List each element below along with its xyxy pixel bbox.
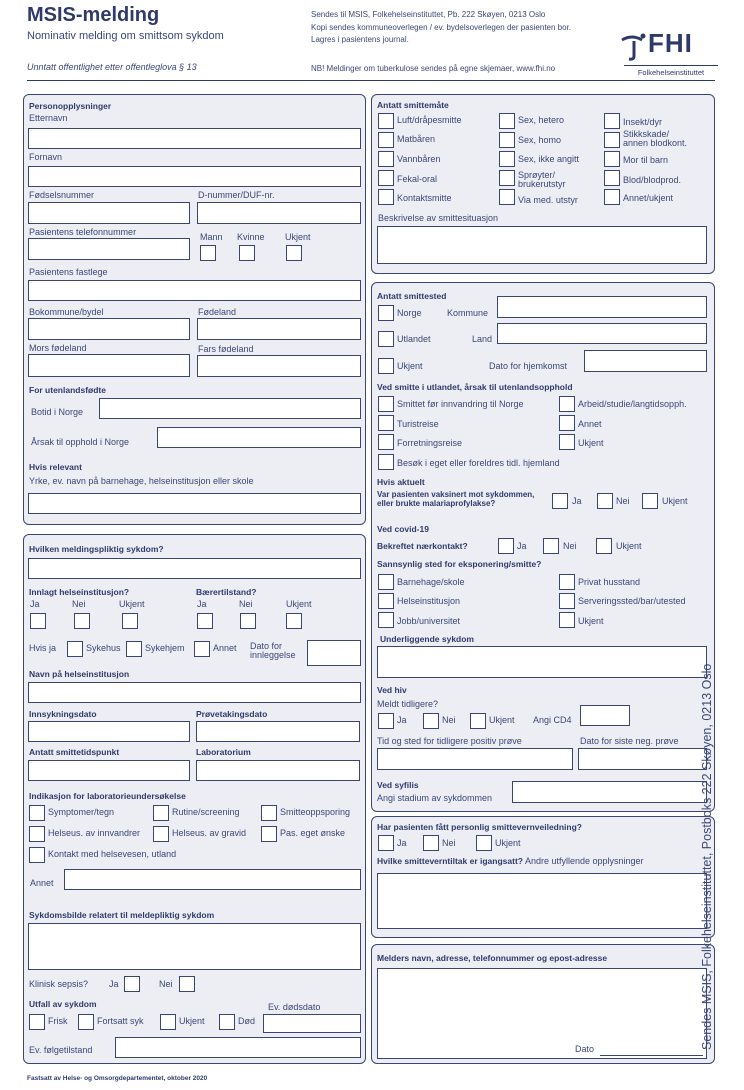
servering-checkbox[interactable] xyxy=(559,593,575,609)
sykdomsbilde-input[interactable] xyxy=(28,923,361,970)
sykehus-checkbox[interactable] xyxy=(67,641,83,657)
land-input[interactable] xyxy=(497,323,707,344)
innlagt-ja-label: Ja xyxy=(30,599,40,609)
innvandring-label: Smittet før innvandring til Norge xyxy=(397,399,524,409)
innsykning-label: Innsykningsdato xyxy=(29,709,97,719)
bokommune-label: Bokommune/bydel xyxy=(29,307,104,317)
via-med-checkbox[interactable] xyxy=(499,189,515,205)
beskrivelse-input[interactable] xyxy=(377,226,707,264)
insekt-checkbox[interactable] xyxy=(604,113,620,129)
yrke-label: Yrke, ev. navn på barnehage, helseinstitusjon eller skole xyxy=(29,476,254,486)
sidebar-address: Sendes MSIS, Folkehelseinstituttet, Postboks 222 Skøyen, 0213 Oslo xyxy=(700,663,714,1050)
sannsynlig-title: Sannsynlig sted for eksponering/smitte? xyxy=(377,559,542,569)
naerkontakt-label: Bekreftet nærkontakt? xyxy=(377,541,468,551)
symptomer-checkbox[interactable] xyxy=(29,805,45,821)
innlagt-title: Innlagt helseinstitusjon? xyxy=(29,587,130,597)
siste-neg-input[interactable] xyxy=(578,748,707,770)
matbaren-checkbox[interactable] xyxy=(378,132,394,148)
meldt-ja-label: Ja xyxy=(397,715,407,725)
blod-label: Blod/blodprod. xyxy=(623,175,682,185)
patient-panel xyxy=(23,94,366,525)
vaksinert-ukjent-label: Ukjent xyxy=(662,496,688,506)
forretning-checkbox[interactable] xyxy=(378,434,394,450)
naerkontakt-nei-label: Nei xyxy=(563,541,577,551)
annet-indikasjon-label: Annet xyxy=(30,878,54,888)
sender-title: Melders navn, adresse, telefonnummer og epost-adresse xyxy=(377,953,608,963)
sted-ukjent-label: Ukjent xyxy=(578,616,604,626)
norge-label: Norge xyxy=(397,308,422,318)
baerer-title: Bærertilstand? xyxy=(196,587,257,597)
insekt-label: Insekt/dyr xyxy=(623,117,663,127)
beskrivelse-label: Beskrivelse av smittesituasjon xyxy=(378,213,499,223)
naerkontakt-nei-checkbox[interactable] xyxy=(543,538,559,554)
form-title: MSIS-melding xyxy=(27,4,160,26)
helseinst-checkbox[interactable] xyxy=(378,593,394,609)
ukjent-gender-label: Ukjent xyxy=(285,232,311,242)
fodselsnummer-label: Fødselsnummer xyxy=(29,190,95,200)
fars-fodeland-label: Fars fødeland xyxy=(198,344,254,354)
kontakt-utland-label: Kontakt med helsevesen, utland xyxy=(48,849,177,859)
innlagt-nei-checkbox[interactable] xyxy=(74,613,90,629)
place-section-title: Antatt smittested xyxy=(377,291,447,301)
fhi-logo: FHI Folkehelseinstituttet xyxy=(618,26,718,78)
veiledning-ja-checkbox[interactable] xyxy=(378,835,394,851)
arsak-ukjent-checkbox[interactable] xyxy=(559,434,575,450)
vannbaren-checkbox[interactable] xyxy=(378,151,394,167)
route-section-title: Antatt smittemåte xyxy=(377,100,449,110)
footer-note: Fastsatt av Helse- og Omsorgdepartementet, oktober 2020 xyxy=(27,1075,208,1082)
utlandet-checkbox[interactable] xyxy=(378,331,394,347)
utfall-title: Utfall av sykdom xyxy=(29,999,97,1009)
tiltak-input[interactable] xyxy=(377,873,707,929)
fodeland-label: Fødeland xyxy=(198,307,237,317)
innlagt-ukjent-label: Ukjent xyxy=(119,599,145,609)
innvandring-checkbox[interactable] xyxy=(378,396,394,412)
blod-checkbox[interactable] xyxy=(604,170,620,186)
underliggende-label: Underliggende sykdom xyxy=(380,634,474,644)
fars-fodeland-input[interactable] xyxy=(197,355,361,377)
fhi-logo-icon xyxy=(620,32,648,62)
veiledning-ukjent-label: Ukjent xyxy=(495,838,521,848)
stikkskade-checkbox[interactable] xyxy=(604,132,620,148)
helseinst-label: Helseinstitusjon xyxy=(397,596,461,606)
syfilis-title: Ved syfilis xyxy=(377,780,419,790)
vannbaren-label: Vannbåren xyxy=(397,154,441,164)
guidance-panel xyxy=(371,816,715,938)
privat-label: Privat husstand xyxy=(578,577,641,587)
telefon-input[interactable] xyxy=(28,238,190,260)
annet-ukjent-checkbox[interactable] xyxy=(604,189,620,205)
sepsis-ja-checkbox[interactable] xyxy=(124,976,140,992)
meldt-ukjent-checkbox[interactable] xyxy=(470,713,486,729)
innsykning-input[interactable] xyxy=(28,721,190,742)
turistreise-label: Turistreise xyxy=(397,419,439,429)
covid-title: Ved covid-19 xyxy=(377,524,429,534)
sproyter-label: Sprøyter/ brukerutstyr xyxy=(518,170,566,189)
innlagt-ukjent-checkbox[interactable] xyxy=(122,613,138,629)
innlagt-ja-checkbox[interactable] xyxy=(30,613,46,629)
frisk-checkbox[interactable] xyxy=(29,1014,45,1030)
etternavn-label: Etternavn xyxy=(29,113,68,123)
mors-fodeland-input[interactable] xyxy=(28,354,190,377)
dnummer-input[interactable] xyxy=(197,202,361,224)
sepsis-nei-checkbox[interactable] xyxy=(179,976,195,992)
fekal-label: Fekal-oral xyxy=(397,174,438,184)
fornavn-label: Fornavn xyxy=(29,152,63,162)
dod-label: Død xyxy=(238,1016,256,1026)
yrke-input[interactable] xyxy=(28,493,361,514)
indikasjon-title: Indikasjon for laboratorieundersøkelse xyxy=(29,791,186,801)
meldt-tidligere-label: Meldt tidligere? xyxy=(377,699,439,709)
arsak-utland-title: Ved smitte i utlandet, årsak til utenlandsopphold xyxy=(377,382,573,392)
baerer-ukjent-label: Ukjent xyxy=(286,599,312,609)
sykehjem-label: Sykehjem xyxy=(145,643,185,653)
sex-homo-label: Sex, homo xyxy=(518,135,562,145)
land-label: Land xyxy=(472,334,493,344)
matbaren-label: Matbåren xyxy=(397,134,436,144)
hvis-relevant-title: Hvis relevant xyxy=(29,462,82,472)
arsak-input[interactable] xyxy=(157,427,361,448)
antatt-tidspunkt-label: Antatt smittetidspunkt xyxy=(29,747,120,757)
via-med-label: Via med. utstyr xyxy=(518,195,578,205)
disease-input[interactable] xyxy=(28,558,361,579)
meldt-nei-label: Nei xyxy=(442,715,456,725)
sex-ikke-angitt-label: Sex, ikke angitt xyxy=(518,154,580,164)
helseus-gravid-checkbox[interactable] xyxy=(153,826,169,842)
sepsis-ja-label: Ja xyxy=(109,979,119,989)
sex-hetero-label: Sex, hetero xyxy=(518,115,565,125)
luft-label: Luft/dråpesmitte xyxy=(397,115,462,125)
baerer-ja-checkbox[interactable] xyxy=(197,613,213,629)
rutine-checkbox[interactable] xyxy=(153,805,169,821)
sender-panel xyxy=(371,944,715,1064)
sex-homo-checkbox[interactable] xyxy=(499,132,515,148)
send-instructions: Sendes til MSIS, Folkehelseinstituttet, Pb. 222 Skøyen, 0213 Oslo Kopi sendes kommuneoverlegen / ev. bydelsoverlegen der pasienten bor. Lagres i pasientens journal. xyxy=(311,10,572,44)
provetaking-input[interactable] xyxy=(196,721,360,742)
fastlege-label: Pasientens fastlege xyxy=(29,267,108,277)
bokommune-input[interactable] xyxy=(28,318,190,340)
arsak-ukjent-label: Ukjent xyxy=(578,438,604,448)
dodsdato-label: Ev. dødsdato xyxy=(268,1002,321,1012)
jobb-label: Jobb/universitet xyxy=(397,616,461,626)
pas-onske-label: Pas. eget ønske xyxy=(280,828,346,838)
veiledning-ja-label: Ja xyxy=(397,838,407,848)
mors-fodeland-label: Mors fødeland xyxy=(29,343,87,353)
exempt-note: Unntatt offentlighet etter offentleglova § 13 xyxy=(27,62,197,72)
kvinne-checkbox[interactable] xyxy=(239,245,255,261)
fortsatt-syk-checkbox[interactable] xyxy=(78,1014,94,1030)
cd4-label: Angi CD4 xyxy=(533,715,572,725)
fodselsnummer-input[interactable] xyxy=(28,202,190,224)
positiv-label: Tid og sted for tidligere positiv prøve xyxy=(377,736,522,746)
naerkontakt-ukjent-label: Ukjent xyxy=(616,541,642,551)
naerkontakt-ja-label: Ja xyxy=(517,541,527,551)
annet-inst-label: Annet xyxy=(213,643,237,653)
folgetilstand-input[interactable] xyxy=(115,1037,361,1058)
disease-panel xyxy=(23,534,366,1064)
symptomer-label: Symptomer/tegn xyxy=(48,807,115,817)
sproyter-checkbox[interactable] xyxy=(499,170,515,186)
annet-inst-checkbox[interactable] xyxy=(194,641,210,657)
kontakt-utland-checkbox[interactable] xyxy=(29,847,45,863)
veiledning-nei-checkbox[interactable] xyxy=(423,835,439,851)
forretning-label: Forretningsreise xyxy=(397,438,463,448)
hvis-aktuelt-title: Hvis aktuelt xyxy=(377,477,425,487)
hjemkomst-label: Dato for hjemkomst xyxy=(489,361,568,371)
utfall-ukjent-label: Ukjent xyxy=(179,1016,205,1026)
vaksinert-ukjent-checkbox[interactable] xyxy=(642,493,658,509)
mor-barn-checkbox[interactable] xyxy=(604,151,620,167)
mann-checkbox[interactable] xyxy=(200,245,216,261)
pas-onske-checkbox[interactable] xyxy=(261,826,277,842)
place-ukjent-label: Ukjent xyxy=(397,361,423,371)
patient-section-title: Personopplysninger xyxy=(29,101,112,111)
form-subtitle: Nominativ melding om smittsom sykdom xyxy=(27,30,224,42)
veiledning-nei-label: Nei xyxy=(442,838,456,848)
klinisk-sepsis-label: Klinisk sepsis? xyxy=(29,979,89,989)
helseus-innvandrer-label: Helseus. av innvandrer xyxy=(48,828,141,838)
mor-barn-label: Mor til barn xyxy=(623,155,669,165)
kvinne-label: Kvinne xyxy=(237,232,265,242)
hvis-ja-label: Hvis ja xyxy=(29,643,57,653)
cd4-input[interactable] xyxy=(580,705,630,726)
place-annet-checkbox[interactable] xyxy=(559,415,575,431)
baerer-ukjent-checkbox[interactable] xyxy=(286,613,302,629)
sykdomsbilde-label: Sykdomsbilde relatert til meldepliktig sykdom xyxy=(29,910,215,920)
sted-ukjent-checkbox[interactable] xyxy=(559,612,575,628)
etternavn-input[interactable] xyxy=(28,128,361,149)
place-annet-label: Annet xyxy=(578,419,602,429)
laboratorium-input[interactable] xyxy=(196,760,360,781)
vaksinert-nei-checkbox[interactable] xyxy=(597,493,613,509)
kontakt-checkbox[interactable] xyxy=(378,189,394,205)
dod-checkbox[interactable] xyxy=(219,1014,235,1030)
fastlege-input[interactable] xyxy=(28,280,361,301)
vaksinert-nei-label: Nei xyxy=(616,496,630,506)
utlandet-label: Utlandet xyxy=(397,334,431,344)
botid-input[interactable] xyxy=(99,398,361,419)
vaksinert-ja-label: Ja xyxy=(572,496,582,506)
annet-indikasjon-input[interactable] xyxy=(64,869,361,890)
dodsdato-input[interactable] xyxy=(263,1014,361,1033)
navn-inst-input[interactable] xyxy=(28,682,361,703)
arbeid-checkbox[interactable] xyxy=(559,396,575,412)
ukjent-gender-checkbox[interactable] xyxy=(286,245,302,261)
hjemkomst-input[interactable] xyxy=(584,350,707,372)
stikkskade-label: Stikkskade/ annen blodkont. xyxy=(623,129,688,148)
luft-checkbox[interactable] xyxy=(378,113,394,129)
arsak-label: Årsak til opphold i Norge xyxy=(31,437,130,447)
kontakt-label: Kontaktsmitte xyxy=(397,193,452,203)
annet-ukjent-label: Annet/ukjent xyxy=(623,193,674,203)
veiledning-ukjent-checkbox[interactable] xyxy=(476,835,492,851)
tuberculosis-note: NB! Meldinger om tuberkulose sendes på egne skjemaer, www.fhi.no xyxy=(311,64,556,73)
telefon-label: Pasientens telefonnummer xyxy=(29,227,137,237)
positiv-input[interactable] xyxy=(377,748,573,770)
privat-checkbox[interactable] xyxy=(559,574,575,590)
barnehage-checkbox[interactable] xyxy=(378,574,394,590)
sender-input[interactable] xyxy=(377,968,707,1059)
sykehjem-checkbox[interactable] xyxy=(126,641,142,657)
tiltak-label: Hvilke smitteverntiltak er igangsatt? Andre utfyllende opplysninger xyxy=(377,856,644,866)
sex-ikke-angitt-checkbox[interactable] xyxy=(499,151,515,167)
sex-hetero-checkbox[interactable] xyxy=(499,113,515,129)
frisk-label: Frisk xyxy=(48,1016,68,1026)
naerkontakt-ja-checkbox[interactable] xyxy=(498,538,514,554)
baerer-nei-checkbox[interactable] xyxy=(240,613,256,629)
sender-dato-line xyxy=(600,1055,703,1056)
helseus-innvandrer-checkbox[interactable] xyxy=(29,826,45,842)
provetaking-label: Prøvetakingsdato xyxy=(196,709,268,719)
besok-checkbox[interactable] xyxy=(378,454,394,470)
turistreise-checkbox[interactable] xyxy=(378,415,394,431)
mann-label: Mann xyxy=(200,232,223,242)
siste-neg-label: Dato for siste neg. prøve xyxy=(580,736,679,746)
innleggelse-date-input[interactable] xyxy=(307,640,361,666)
rutine-label: Rutine/screening xyxy=(172,807,240,817)
baerer-nei-label: Nei xyxy=(239,599,253,609)
utenlandsfodte-title: For utenlandsfødte xyxy=(29,385,106,395)
fornavn-input[interactable] xyxy=(28,166,361,187)
navn-inst-label: Navn på helseinstitusjon xyxy=(29,669,130,679)
besok-label: Besøk i eget eller foreldres tidl. hjemland xyxy=(397,458,560,468)
meldt-ukjent-label: Ukjent xyxy=(489,715,515,725)
meldt-nei-checkbox[interactable] xyxy=(423,713,439,729)
smitteoppsporing-label: Smitteoppsporing xyxy=(280,807,351,817)
place-panel xyxy=(371,282,715,812)
kommune-input[interactable] xyxy=(497,296,707,318)
utfall-ukjent-checkbox[interactable] xyxy=(160,1014,176,1030)
servering-label: Serveringssted/bar/utested xyxy=(578,596,686,606)
fodeland-input[interactable] xyxy=(197,318,361,340)
vaksinert-ja-checkbox[interactable] xyxy=(552,493,568,509)
sykehus-label: Sykehus xyxy=(86,643,121,653)
sepsis-nei-label: Nei xyxy=(159,979,173,989)
baerer-ja-label: Ja xyxy=(197,599,207,609)
innlagt-nei-label: Nei xyxy=(72,599,86,609)
meldt-ja-checkbox[interactable] xyxy=(378,713,394,729)
place-ukjent-checkbox[interactable] xyxy=(378,358,394,374)
naerkontakt-ukjent-checkbox[interactable] xyxy=(596,538,612,554)
antatt-tidspunkt-input[interactable] xyxy=(28,760,190,781)
veiledning-title: Har pasienten fått personlig smittevernveiledning? xyxy=(377,822,582,832)
stadium-label: Angi stadium av sykdommen xyxy=(377,793,493,803)
innleggelse-label: Dato for innleggelse xyxy=(250,641,296,660)
smitteoppsporing-checkbox[interactable] xyxy=(261,805,277,821)
laboratorium-label: Laboratorium xyxy=(196,747,251,757)
hiv-title: Ved hiv xyxy=(377,685,407,695)
helseus-gravid-label: Helseus. av gravid xyxy=(172,828,247,838)
kommune-label: Kommune xyxy=(447,308,489,318)
botid-label: Botid i Norge xyxy=(31,407,84,417)
stadium-input[interactable] xyxy=(512,781,707,803)
disease-section-title: Hvilken meldingspliktig sykdom? xyxy=(29,544,164,554)
barnehage-label: Barnehage/skole xyxy=(397,577,465,587)
underliggende-input[interactable] xyxy=(377,646,707,678)
arbeid-label: Arbeid/studie/langtidsopph. xyxy=(578,399,687,409)
route-panel xyxy=(371,94,715,274)
norge-checkbox[interactable] xyxy=(378,305,394,321)
fortsatt-syk-label: Fortsatt syk xyxy=(97,1016,144,1026)
header-rule xyxy=(27,80,715,81)
vaksinert-label: Var pasienten vaksinert mot sykdommen, eller brukte malariaprofylakse? xyxy=(377,490,535,508)
dnummer-label: D-nummer/DUF-nr. xyxy=(198,190,275,200)
fekal-checkbox[interactable] xyxy=(378,170,394,186)
sender-dato-label: Dato xyxy=(575,1044,595,1054)
jobb-checkbox[interactable] xyxy=(378,612,394,628)
folgetilstand-label: Ev. følgetilstand xyxy=(29,1045,93,1055)
